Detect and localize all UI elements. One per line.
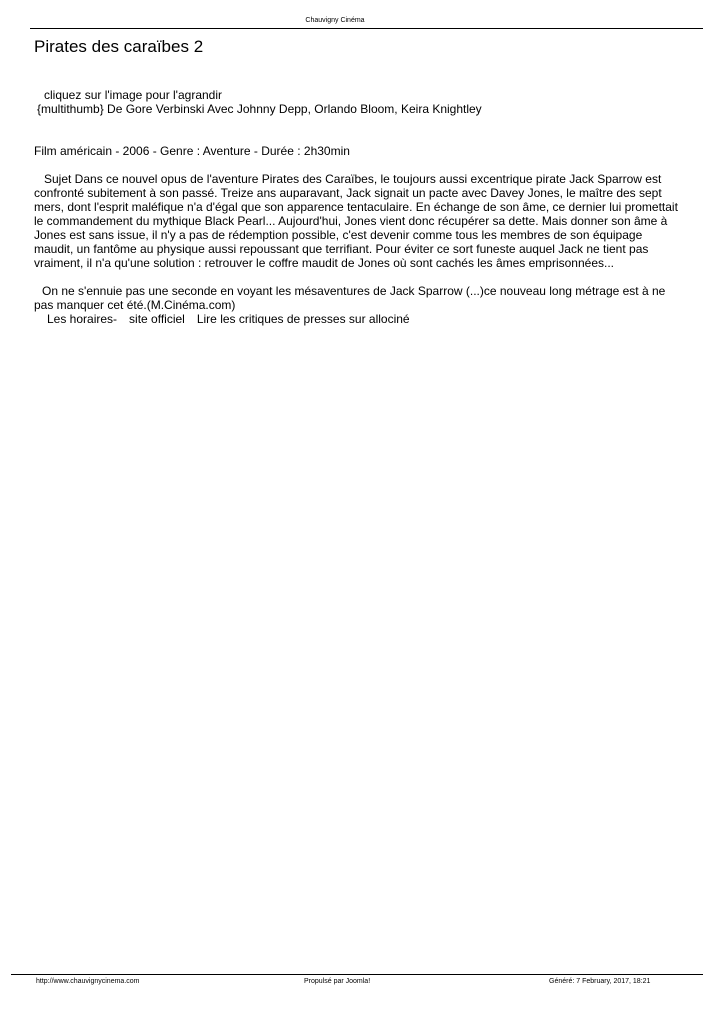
spacer [34, 270, 684, 284]
spacer [34, 158, 684, 172]
credits-line: {multithumb} De Gore Verbinski Avec Johnny Depp, Orlando Bloom, Keira Knightley [37, 102, 482, 116]
links-line [34, 312, 684, 326]
review-paragraph: On ne s'ennuie pas une seconde en voyant les mésaventures de Jack Sparrow (...)ce nouveau long métrage est à ne pas manquer cet été.(M.Cinéma.com) [34, 284, 666, 312]
article-content [34, 88, 684, 326]
page-title: Pirates des caraïbes 2 [34, 37, 204, 56]
site-name-header: Chauvigny Cinéma [305, 17, 365, 24]
horaires-link[interactable]: Les horaires- [47, 312, 118, 326]
header-divider [30, 28, 703, 29]
footer-generated-date: Généré: 7 February, 2017, 18:21 [549, 978, 651, 985]
film-info-line: Film américain - 2006 - Genre : Aventure - Durée : 2h30min [34, 144, 350, 158]
footer-divider [11, 974, 703, 975]
spacer [34, 116, 684, 144]
critiques-link[interactable]: Lire les critiques de presses sur allociné [196, 312, 410, 326]
official-site-link[interactable]: site officiel [129, 312, 185, 326]
footer-url[interactable]: http://www.chauvignycinema.com [36, 978, 140, 985]
footer-powered-by: Propulsé par Joomla! [304, 978, 371, 985]
image-hint-text: cliquez sur l'image pour l'agrandir [44, 88, 223, 102]
synopsis-paragraph: Sujet Dans ce nouvel opus de l'aventure Pirates des Caraïbes, le toujours aussi excentrique pirate Jack Sparrow est confronté subitement à son passé. Treize ans auparavant, Jack signait un pacte avec Davey Jones, le maître des sept mers, dont l'esprit maléfique n'a d'égal que son apparence tentaculaire. En échange de son âme, ce dernier lui promettait le commandement du mythique Black Pearl... Aujourd'hui, Jones vient donc récupérer sa dette. Mais donner son âme à Jones est sans issue, il n'y a pas de rédemption possible, c'est devenir comme tous les membres de son équipage maudit, un fantôme au physique aussi repoussant que terrifiant. Pour éviter ce sort funeste auquel Jack ne tient pas vraiment, il n'a qu'une solution : retrouver le coffre maudit de Jones où sont cachés les âmes emprisonnées... [34, 172, 678, 270]
